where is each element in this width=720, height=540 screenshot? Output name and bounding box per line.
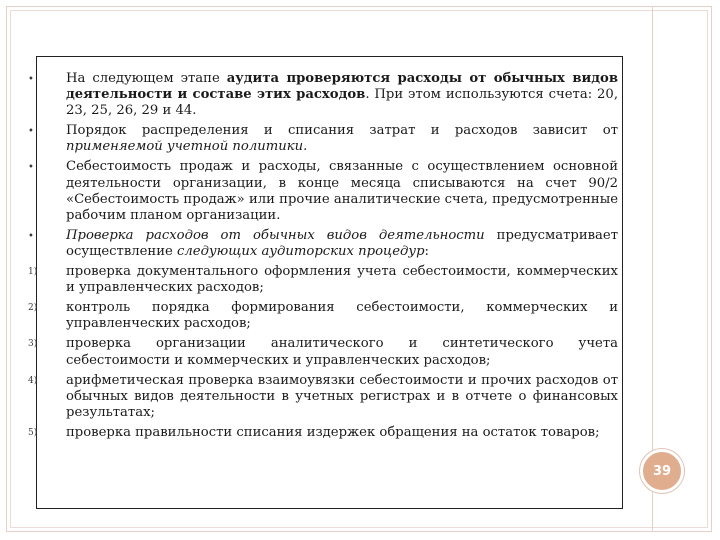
list-number: 1): [28, 267, 38, 278]
item-text: Себестоимость продаж и расходы, связанные с осуществлением основной деятельности организации, в конце месяца списываются на счет 90/2 «Себестоимость продаж» или прочие аналитические счета, предусмотренные рабочим планом организации.: [66, 159, 618, 223]
page-number-badge: [640, 449, 684, 493]
item-text: арифметическая проверка взаимоувязки себестоимости и прочих расходов от обычных видов деятельности в учетных регистрах и в отчете о финансовых результатах;: [66, 372, 618, 420]
numbered-item-1: [28, 264, 618, 296]
item-text: Порядок распределения и списания затрат и расходов зависит от применяемой учетной политики.: [66, 123, 618, 155]
list-number: 2): [28, 303, 38, 314]
numbered-item-2: [28, 300, 618, 332]
procedure-list: [28, 71, 618, 441]
numbered-item-3: [28, 336, 618, 368]
item-text: проверка документального оформления учета себестоимости, коммерческих и управленческих расходов;: [66, 264, 618, 296]
numbered-item-4: [28, 373, 618, 421]
list-number: 4): [28, 375, 38, 386]
numbered-item-5: [28, 425, 618, 441]
item-text: Проверка расходов от обычных видов деятельности предусматривает осуществление следующих аудиторских процедур:: [66, 227, 619, 259]
list-number: 5): [28, 427, 38, 438]
list-item-4: [28, 228, 618, 260]
list-item-1: [28, 71, 618, 119]
item-text: проверка правильности списания издержек обращения на остаток товаров;: [66, 424, 600, 440]
bullet-icon: •: [28, 230, 34, 242]
item-text: проверка организации аналитического и синтетического учета себестоимости и коммерческих и управленческих расходов;: [66, 336, 618, 368]
list-number: 3): [28, 339, 38, 350]
item-text: контроль порядка формирования себестоимости, коммерческих и управленческих расходов;: [66, 300, 618, 332]
bullet-icon: •: [28, 126, 34, 138]
bullet-icon: •: [28, 162, 34, 174]
bullet-icon: •: [28, 74, 34, 85]
list-item-2: [28, 123, 618, 155]
list-item-3: [28, 159, 618, 223]
page-number: 39: [652, 463, 672, 479]
item-text: На следующем этапе аудита проверяются расходы от обычных видов деятельности и составе этих расходов. При этом используются счета: 20, 23, 25, 26, 29 и 44.: [66, 71, 619, 119]
